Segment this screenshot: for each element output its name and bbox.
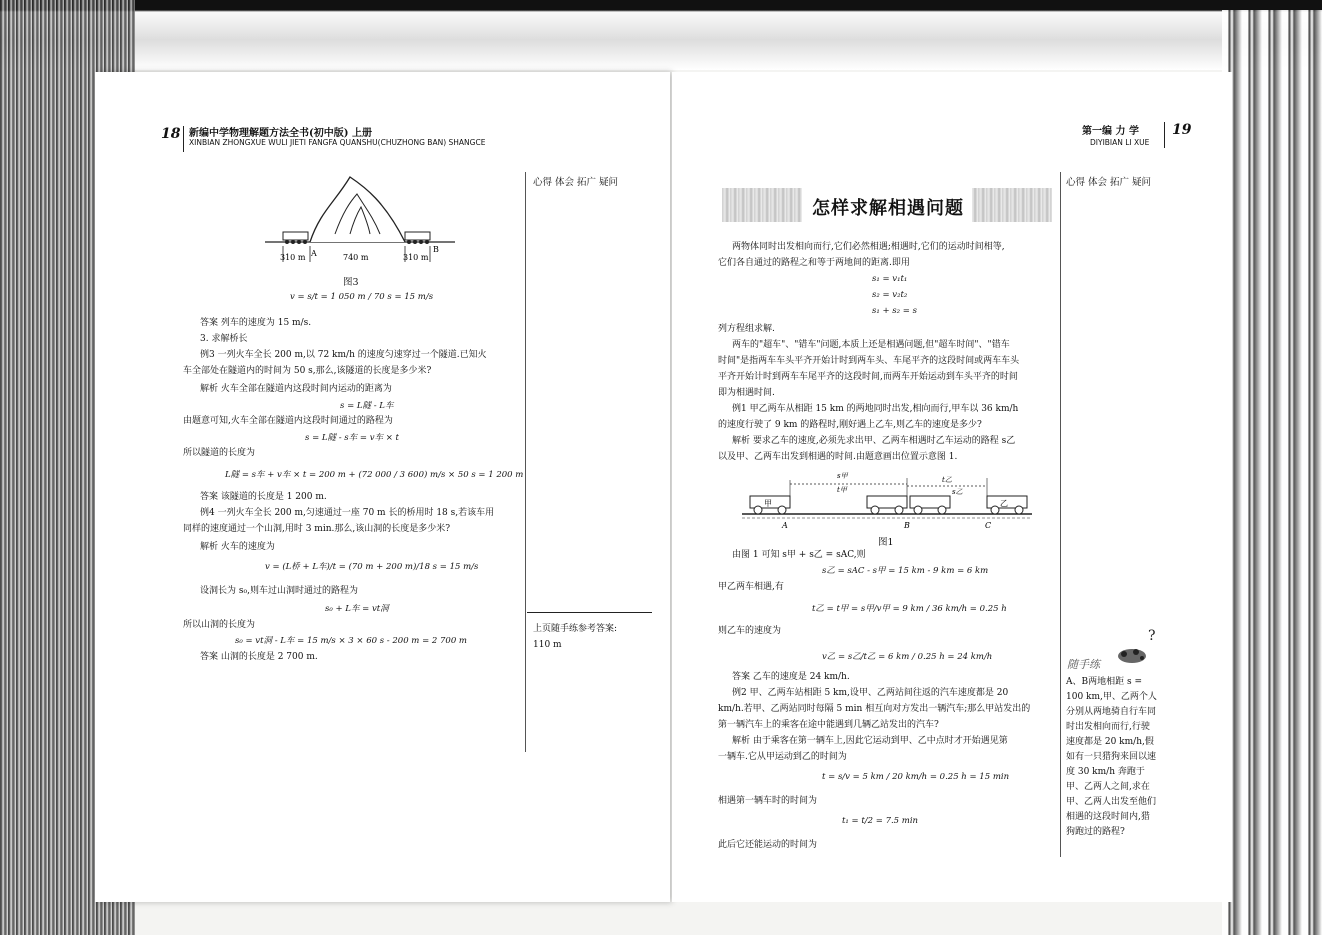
equation: t = s/v = 5 km / 20 km/h = 0.25 h = 15 min — [822, 772, 1010, 782]
example-text: 例1 甲乙两车从相距 15 km 的两地同时出发,相向而行,甲车以 36 km/h — [732, 404, 1019, 414]
figure-3-tunnel — [255, 172, 455, 272]
answer-text: 答案 山洞的长度是 2 700 m. — [200, 652, 318, 662]
page-number: 18 — [161, 126, 181, 142]
body-text: 两物体同时出发相向而行,它们必然相遇;相遇时,它们的运动时间相等, — [732, 242, 1005, 252]
answer-text: 答案 该隧道的长度是 1 200 m. — [200, 492, 327, 502]
equation: s₁ = v₁t₁ — [872, 274, 908, 284]
equation: s乙 = sAC - s甲 = 15 km - 9 km = 6 km — [822, 566, 989, 576]
figure-1-cars — [742, 472, 1032, 532]
analysis-text: 由题意可知,火车全部在隧道内这段时间通过的路程为 — [183, 416, 393, 426]
practice-text: A、B两地相距 s = 100 km,甲、乙两个人分别从两地骑自行车同时出发相向而行,行驶速度都是 20 km/h,假如有一只猎狗来回以速度 30 km/h 奔跑于甲、乙两人之间,求在甲、乙两人出发至他们相遇的这段时间内,猎狗跑过的路程? — [1066, 677, 1157, 837]
side-note-label: 上页随手练参考答案: — [533, 624, 618, 634]
analysis-text: 相遇第一辆车时的时间为 — [718, 796, 818, 806]
example-text: 例3 一列火车全长 200 m,以 72 km/h 的速度匀速穿过一个隧道.已知火 — [200, 350, 487, 360]
answer-text: 答案 列车的速度为 15 m/s. — [200, 318, 312, 328]
equation: s₀ = vt洞 - L车 = 15 m/s × 3 × 60 s - 200 m = 2 700 m — [235, 636, 467, 646]
analysis-text: 解析 由于乘客在第一辆车上,因此它运动到甲、乙中点时才开始遇见第 — [732, 736, 1008, 746]
equation: v乙 = s乙/t乙 = 6 km / 0.25 h = 24 km/h — [822, 652, 993, 662]
section-title: 怎样求解相遇问题 — [812, 198, 964, 219]
fig3-label-right: 310 m — [403, 253, 429, 262]
analysis-text: 解析 火车全部在隧道内这段时间内运动的距离为 — [200, 384, 392, 394]
fig3-label-left: 310 m — [280, 253, 306, 262]
analysis-text: 此后它还能运动的时间为 — [718, 840, 818, 850]
analysis-text: 由图 1 可知 s甲 + s乙 = sAC,则 — [732, 550, 866, 560]
sidebar-heading: 心得 体会 拓广 疑问 — [533, 177, 619, 188]
right-page — [672, 72, 1232, 902]
header-title: 新编中学物理解题方法全书(初中版) 上册 — [189, 128, 372, 139]
scan-top-edge — [0, 0, 1322, 70]
example-text: 的速度行驶了 9 km 的路程时,刚好遇上乙车,则乙车的速度是多少? — [718, 420, 982, 430]
equation: s = L隧 - L车 — [340, 401, 394, 411]
section-heading: 3. 求解桥长 — [200, 334, 248, 344]
equation: t₁ = t/2 = 7.5 min — [842, 816, 919, 826]
car-yi-label: 乙 — [1000, 499, 1008, 508]
example-text: 车全部处在隧道内的时间为 50 s,那么,该隧道的长度是多少米? — [183, 366, 432, 376]
fig1-point-b: B — [904, 521, 910, 530]
car-jia-label: 甲 — [764, 499, 772, 508]
analysis-text: 一辆车.它从甲运动到乙的时间为 — [718, 752, 847, 762]
fig1-t-jia: t甲 — [837, 486, 847, 494]
analysis-text: 设洞长为 s₀,则车过山洞时通过的路程为 — [200, 586, 358, 596]
fig3-label-mid: 740 m — [343, 253, 369, 262]
fig1-point-a: A — [782, 521, 788, 530]
answer-text: 答案 乙车的速度是 24 km/h. — [732, 672, 850, 682]
analysis-text: 则乙车的速度为 — [718, 626, 782, 636]
side-note-rule — [527, 612, 652, 613]
fig1-s-jia: s甲 — [837, 472, 848, 480]
body-text: 列方程组求解. — [718, 324, 775, 334]
example-text: 第一辆汽车上的乘客在途中能遇到几辆乙站发出的汽车? — [718, 720, 939, 730]
practice-label: 随手练 — [1067, 658, 1100, 671]
analysis-text: 所以山洞的长度为 — [183, 620, 256, 630]
example-text: 例2 甲、乙两车站相距 5 km,设甲、乙两站间往返的汽车速度都是 20 — [732, 688, 1009, 698]
fig1-t-yi: t乙 — [942, 476, 952, 484]
body-text: 时间"是指两车车头平齐开始计时到两车头、车尾平齐的这段时间或两车车头 — [718, 356, 1020, 366]
sidebar-rule — [1060, 172, 1061, 857]
equation: L隧 = s车 + v车 × t = 200 m + (72 000 / 3 600) m/s × 50 s = 1 200 m — [225, 470, 524, 480]
analysis-text: 解析 火车的速度为 — [200, 542, 275, 552]
example-text: 同样的速度通过一个山洞,用时 3 min.那么,该山洞的长度是多少米? — [183, 524, 451, 534]
equation: s₁ + s₂ = s — [872, 306, 917, 316]
fig3-label-b: B — [433, 245, 439, 254]
header-pinyin: XINBIAN ZHONGXUE WULI JIETI FANGFA QUANSHU(CHUZHONG BAN) SHANGCE — [189, 138, 486, 147]
analysis-text: 以及甲、乙两车出发到相遇的时间.由题意画出位置示意图 1. — [718, 452, 958, 462]
fig1-s-yi: s乙 — [952, 488, 963, 496]
body-text: 即为相遇时间. — [718, 388, 775, 398]
analysis-text: 解析 要求乙车的速度,必须先求出甲、乙两车相遇时乙车运动的路程 s乙 — [732, 436, 1016, 446]
equation: t乙 = t甲 = s甲/v甲 = 9 km / 36 km/h = 0.25 h — [812, 604, 1007, 614]
side-note-value: 110 m — [533, 640, 562, 650]
body-text: 平齐开始计时到两车车尾平齐的这段时间,而两车开始运动到车头平齐的时间 — [718, 372, 1018, 382]
fig3-label-a: A — [311, 249, 317, 258]
figure-1-caption: 图1 — [878, 537, 894, 548]
header-pinyin: DIYIBIAN LI XUE — [1090, 138, 1150, 147]
equation: v = (L桥 + L车)/t = (70 m + 200 m)/18 s = 15 m/s — [265, 562, 479, 572]
figure-3-caption: 图3 — [343, 277, 359, 288]
fig1-point-c: C — [985, 521, 992, 530]
sidebar-rule — [525, 172, 526, 752]
header-divider — [1164, 122, 1165, 148]
header-title: 第一编 力 学 — [1082, 126, 1139, 137]
scan-right-edge — [1222, 10, 1322, 935]
example-text: 例4 一列火车全长 200 m,匀速通过一座 70 m 长的桥用时 18 s,若该车用 — [200, 508, 495, 518]
equation: v = s/t = 1 050 m / 70 s = 15 m/s — [290, 292, 434, 302]
equation: s₂ = v₂t₂ — [872, 290, 908, 300]
equation: s₀ + L车 = vt洞 — [325, 604, 389, 614]
body-text: 它们各自通过的路程之和等于两地间的距离.即用 — [718, 258, 910, 268]
page-number: 19 — [1172, 122, 1192, 138]
header-divider — [183, 126, 184, 152]
analysis-text: 甲乙两车相遇,有 — [718, 582, 784, 592]
left-page — [95, 72, 670, 902]
svg-text:?: ? — [1148, 628, 1156, 644]
equation: s = L隧 - s车 = v车 × t — [305, 433, 399, 443]
practice-doodle-icon — [1112, 628, 1162, 668]
sidebar-heading: 心得 体会 拓广 疑问 — [1066, 177, 1152, 188]
example-text: km/h.若甲、乙两站同时每隔 5 min 相互向对方发出一辆汽车;那么甲站发出的 — [718, 704, 1031, 714]
body-text: 两车的"超车"、"错车"问题,本质上还是相遇问题,但"超车时间"、"错车 — [732, 340, 1010, 350]
analysis-text: 所以隧道的长度为 — [183, 448, 256, 458]
